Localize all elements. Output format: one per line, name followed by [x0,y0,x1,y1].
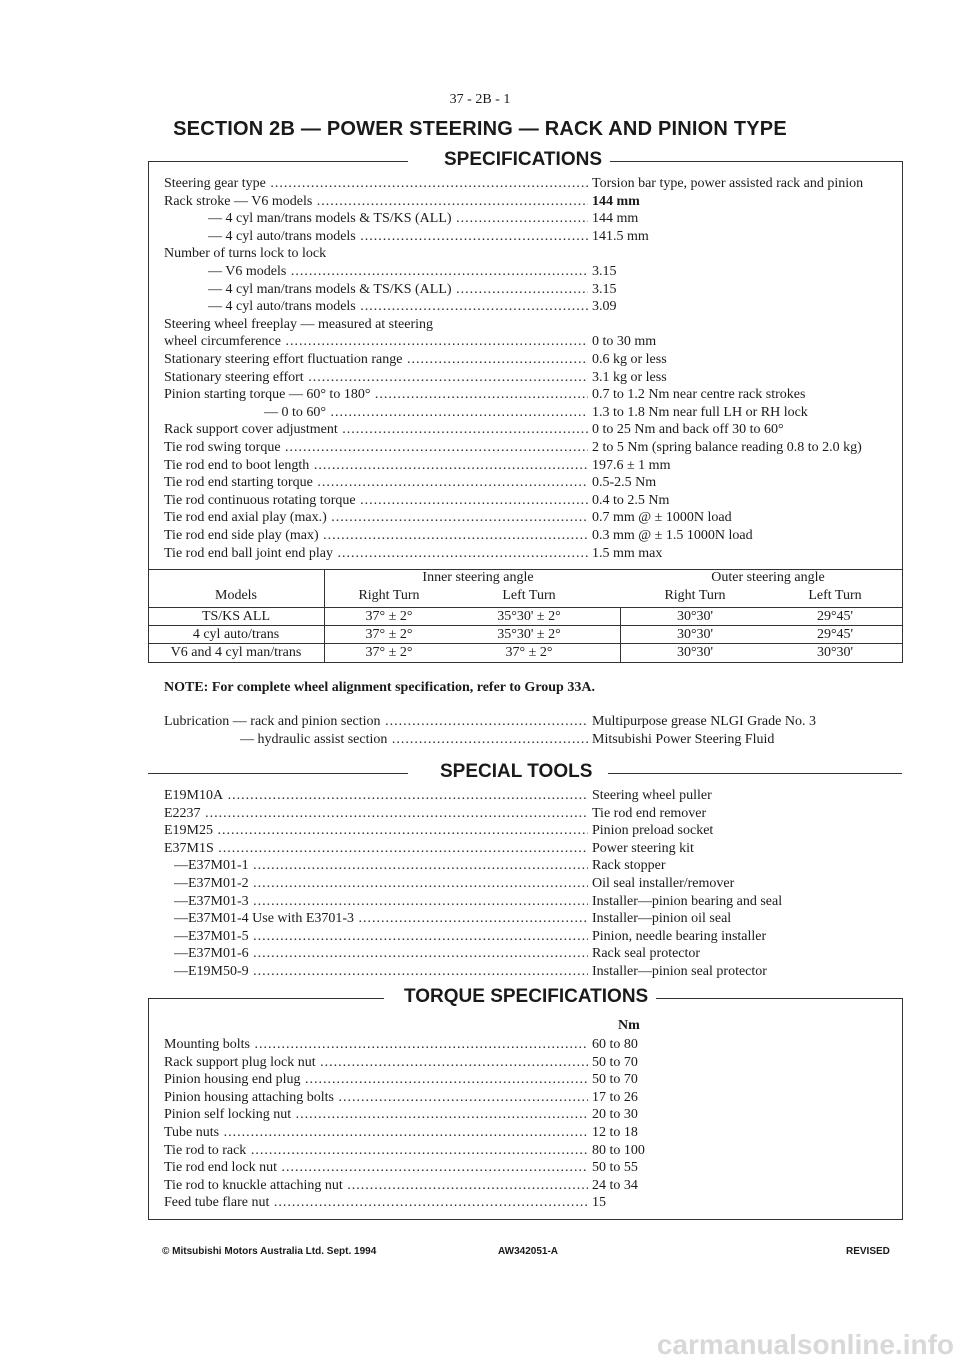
steering-cell-inner-right: 37° ± 2° [365,609,413,624]
outer-angle-header: Outer steering angle [711,570,825,585]
spec-row-label: — 4 cyl auto/trans models ..... [208,228,588,246]
spec-row-label: — 4 cyl man/trans models & TS/KS (ALL) ..... [208,210,588,228]
tool-row-label: E2237 ..... [164,805,588,823]
tool-row-value: Power steering kit [592,840,694,856]
steering-cell-inner-left: 37° ± 2° [505,645,553,660]
torque-section [148,986,902,1220]
torque-row-value: 50 to 70 [592,1054,638,1070]
spec-row-value: 144 mm [592,193,640,209]
spec-row-value: 197.6 ± 1 mm [592,457,671,473]
inner-angle-header: Inner steering angle [422,570,534,585]
steering-cell-outer-left: 30°30' [816,645,854,660]
tool-row-label: —E37M01-3 ..... [174,893,588,911]
torque-row [164,1194,904,1212]
torque-row-label: Tie rod end lock nut ..... [164,1159,588,1177]
spec-row-label: Pinion starting torque — 60° to 180° ..... [164,386,588,404]
torque-row-label: Feed tube flare nut ..... [164,1194,588,1212]
lubrication-row [164,713,904,731]
spec-row-value: 3.09 [592,299,617,315]
spec-row-label: wheel circumference ..... [164,333,588,351]
tool-row-label: —E37M01-4 Use with E3701-3 ..... [174,910,588,928]
tool-row-value: Pinion preload socket [592,823,714,839]
torque-row-label: Tube nuts ..... [164,1124,588,1142]
spec-row [164,545,904,563]
lubrication-row-label: — hydraulic assist section ..... [240,731,588,749]
lubrication-row-value: Mitsubishi Power Steering Fluid [592,732,775,747]
torque-row [164,1177,904,1195]
spec-row [164,316,904,334]
tool-row [164,805,904,823]
spec-row-value: 0.6 kg or less [592,352,667,367]
models-header: Models [215,588,257,603]
spec-row [164,457,904,475]
spec-row [164,492,904,510]
tool-row [164,857,904,875]
torque-row-value: 60 to 80 [592,1037,638,1052]
steering-cell-outer-right: 30°30' [676,627,714,642]
steering-table-row [148,626,902,644]
spec-row-value: 0 to 30 mm [592,334,657,350]
tool-row [164,928,904,946]
spec-row-value: 0.3 mm @ ± 1.5 1000N load [592,528,753,543]
tool-row-value: Rack seal protector [592,946,701,962]
page-title: SECTION 2B — POWER STEERING — RACK AND PINION TYPE [173,118,787,140]
torque-row-label: Tie rod to knuckle attaching nut ..... [164,1177,588,1195]
tool-row [164,822,904,840]
torque-row-label: Tie rod to rack ..... [164,1142,588,1160]
torque-row [164,1159,904,1177]
spec-row-label: Tie rod end ball joint end play ..... [164,545,588,563]
tool-row-label: —E37M01-5 ..... [174,928,588,946]
torque-row [164,1036,904,1054]
torque-row-value: 20 to 30 [592,1107,638,1123]
tool-row-value: Installer—pinion bearing and seal [592,893,783,909]
lubrication-row [164,731,904,749]
torque-row-value: 80 to 100 [592,1142,645,1158]
tool-row-value: Tie rod end remover [592,805,707,821]
torque-row-value: 50 to 70 [592,1072,638,1088]
torque-row-label: Pinion housing end plug ..... [164,1071,588,1089]
torque-row-value: 12 to 18 [592,1125,638,1140]
spec-row [164,298,904,316]
torque-row [164,1124,904,1142]
spec-row [164,474,904,492]
outer-left-header: Left Turn [808,588,862,603]
spec-row [164,439,904,457]
tool-row-label: —E37M01-6 ..... [174,945,588,963]
spec-row-value: 3.15 [592,281,617,297]
spec-row-label: Tie rod continuous rotating torque ..... [164,492,588,510]
spec-row [164,509,904,527]
spec-row-label: Number of turns lock to lock [164,246,327,262]
specifications-heading: SPECIFICATIONS [436,149,610,171]
steering-table-row [148,644,902,662]
torque-unit: Nm [618,1018,640,1033]
spec-row-value: 1.5 mm max [592,545,663,561]
spec-row-label: Steering gear type ..... [164,175,588,193]
spec-row-value: 0.7 mm @ ± 1000N load [592,510,732,526]
tool-row [164,875,904,893]
tool-row-value: Installer—pinion seal protector [592,964,767,979]
spec-row [164,386,904,404]
spec-row [164,333,904,351]
torque-row-value: 24 to 34 [592,1177,638,1193]
torque-row-label: Rack support plug lock nut ..... [164,1054,588,1072]
spec-row [164,351,904,369]
spec-row-label: Stationary steering effort fluctuation range ..... [164,351,588,369]
torque-row-value: 50 to 55 [592,1160,638,1176]
spec-row-label: — 4 cyl auto/trans models ..... [208,298,588,316]
tool-row-label: E19M25 ..... [164,822,588,840]
torque-row [164,1071,904,1089]
spec-row [164,421,904,439]
spec-row [164,404,904,422]
spec-row-value: 0.5-2.5 Nm [592,475,657,491]
spec-row [164,245,904,263]
steering-cell-outer-left: 29°45' [816,627,854,642]
spec-row-value: Torsion bar type, power assisted rack and pinion [592,176,864,191]
steering-table-row [148,608,902,626]
tool-row [164,893,904,911]
spec-row [164,281,904,299]
spec-row-label: Tie rod end axial play (max.) ..... [164,509,588,527]
spec-row-label: Stationary steering effort ..... [164,369,588,387]
spec-row [164,228,904,246]
spec-row-label: — V6 models ..... [208,263,588,281]
tool-row [164,963,904,981]
steering-cell-model: TS/KS ALL [201,609,271,624]
torque-row [164,1142,904,1160]
spec-row-label: Steering wheel freeplay — measured at steering [164,316,434,332]
steering-cell-inner-right: 37° ± 2° [365,627,413,642]
tool-row [164,945,904,963]
spec-row-value: 2 to 5 Nm (spring balance reading 0.8 to 2.0 kg) [592,440,862,455]
outer-right-header: Right Turn [664,588,726,603]
spec-row [164,175,904,193]
lubrication-row-label: Lubrication — rack and pinion section ..... [164,713,588,731]
spec-row-label: Rack support cover adjustment ..... [164,421,588,439]
tool-row-label: E19M10A ..... [164,787,588,805]
inner-left-header: Left Turn [502,588,556,603]
alignment-note: NOTE: For complete wheel alignment specification, refer to Group 33A. [164,680,595,695]
spec-row-value: 144 mm [592,211,639,227]
inner-right-header: Right Turn [358,588,420,603]
spec-row [164,369,904,387]
tool-row-label: —E19M50-9 ..... [174,963,588,981]
steering-cell-inner-right: 37° ± 2° [365,645,413,660]
steering-cell-outer-right: 30°30' [676,645,714,660]
steering-cell-model: V6 and 4 cyl man/trans [170,645,302,660]
footer-code: AW342051-A [498,1246,559,1257]
spec-row-label: — 0 to 60° ..... [264,404,588,422]
torque-row-label: Mounting bolts ..... [164,1036,588,1054]
lubrication-row-value: Multipurpose grease NLGI Grade No. 3 [592,714,816,729]
steering-cell-model: 4 cyl auto/trans [192,627,280,642]
page-number: 37 - 2B - 1 [449,92,511,107]
spec-row [164,527,904,545]
spec-row-value: 3.15 [592,264,617,279]
spec-row-value: 1.3 to 1.8 Nm near full LH or RH lock [592,404,808,420]
torque-row [164,1054,904,1072]
steering-cell-outer-right: 30°30' [676,609,714,624]
tool-row-value: Installer—pinion oil seal [592,911,732,927]
torque-row-value: 15 [592,1195,606,1211]
spec-row-label: — 4 cyl man/trans models & TS/KS (ALL) ..... [208,281,588,299]
spec-row [164,210,904,228]
spec-row-label: Tie rod end starting torque ..... [164,474,588,492]
tool-row [164,787,904,805]
tool-row-label: E37M1S ..... [164,840,588,858]
spec-row-value: 0.4 to 2.5 Nm [592,492,670,508]
watermark: carmanualsonline.info [656,1329,954,1360]
tool-row-label: —E37M01-2 ..... [174,875,588,893]
torque-row-label: Pinion self locking nut ..... [164,1106,588,1124]
spec-row [164,193,904,211]
tool-row-value: Steering wheel puller [592,788,712,803]
footer-status: REVISED [846,1246,890,1257]
spec-row-value: 3.1 kg or less [592,369,667,385]
steering-angle-table [148,569,902,663]
spec-row-label: Tie rod end side play (max) ..... [164,527,588,545]
tool-row-value: Pinion, needle bearing installer [592,928,767,944]
special-tools-heading: SPECIAL TOOLS [432,761,600,783]
spec-row-value: 0.7 to 1.2 Nm near centre rack strokes [592,387,806,403]
spec-row-value: 141.5 mm [592,228,649,244]
steering-cell-outer-left: 29°45' [816,609,854,624]
tool-row-value: Oil seal installer/remover [592,876,735,891]
special-tools-section [148,761,902,993]
steering-cell-inner-left: 35°30' ± 2° [497,609,561,624]
torque-row [164,1106,904,1124]
torque-row [164,1089,904,1107]
footer-copyright: © Mitsubishi Motors Australia Ltd. Sept. 1994 [162,1246,377,1257]
spec-row-label: Rack stroke — V6 models ..... [164,193,588,211]
torque-row-value: 17 to 26 [592,1089,638,1105]
tool-row-value: Rack stopper [592,858,666,874]
spec-row [164,263,904,281]
spec-row-value: 0 to 25 Nm and back off 30 to 60° [592,422,784,438]
torque-heading: TORQUE SPECIFICATIONS [396,986,656,1008]
tool-row-label: —E37M01-1 ..... [174,857,588,875]
spec-row-label: Tie rod end to boot length ..... [164,457,588,475]
torque-row-label: Pinion housing attaching bolts ..... [164,1089,588,1107]
tool-row [164,910,904,928]
spec-row-label: Tie rod swing torque ..... [164,439,588,457]
steering-cell-inner-left: 35°30' ± 2° [497,627,561,642]
tool-row [164,840,904,858]
